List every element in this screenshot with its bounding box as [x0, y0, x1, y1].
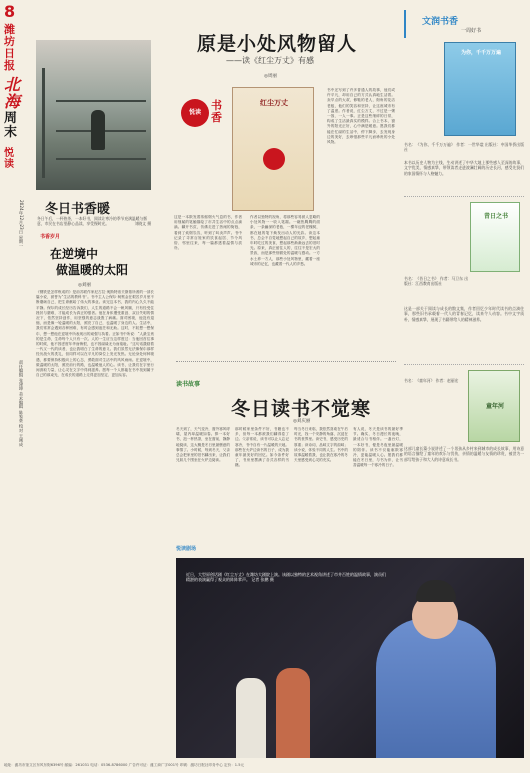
essay1-body: 《钢铁是怎样炼成的》是前苏联作家尼古拉·奥斯特洛夫斯基所著的一部长篇小说，被誉为“生活的教科书”。书中主人公保尔·柯察金在艰苦岁月里不断磨砺自己，把生命献给了伟大的事业。读完这本书，我的内心久久不能平静。保尔的成长经历告诉我们，人生的道路不会一帆风顺，只有经受住挫折与磨难，才能成长为真正的强者。他在身体遭受重创、双目失明的情况下，依然坚持创作，用坚强的意志战胜了病痛。面对困境，他没有退缩，而是像一轮温暖的太阳，照亮了自己，也温暖了身边的人。生活中，我们常常会遇到各种困难，有时会感到迷茫和无助。这时，不妨想一想保尔，想一想他在逆境中所表现出的顽强与执着。正如书中所说：“人最宝贵的是生命，生命每个人只有一次。人的一生应当这样度过：当他回首往事的时候，他不因虚度年华而悔恨，也不因碌碌无为而羞耻。”这句话激励着一代又一代的读者，也让我明白了生命的意义。我们虽然无法像保尔那样经历战火的洗礼，但同样可以在平凡的岗位上发光发热。无论身处何种境遇，都要保持积极向上的心态，勇敢面对生活中的风风雨雨。在逆境中，做温暖的太阳，照亮前行的路，也温暖他人的心。读书，让我们在字里行间汲取力量，让心灵在文字中得到滋养。愿每一个人都能在书中找到属于自己的那束光，在成长的道路上走得更加坚定、更加从容。	[36, 290, 154, 378]
cover-stamp-icon	[263, 148, 285, 170]
reading-col-1: 冬天到了，天气变冷，窗外寒风呼啸，屋内却温暖如春。捧一本好书，泡一杯热茶，坐在窗前，静静地阅读，这大概是冬日里最惬意的事情了。小时候，每到冬天，父亲总会把家里的旧书翻出来，让我们兄妹几个围坐在火炉边阅读。	[176, 427, 230, 463]
book3-title: 童年河	[485, 403, 504, 410]
book1-caption: 书名：《为你，千千万万遍》 作者：一世华裳 出版社：中国华侨出版社	[404, 142, 524, 153]
winter-caption: 冬日午后，一杯热茶，一本好书，阅读让寒冷的季节充满温暖与惬意，市民在书店里静心品读，享受慢时光。 刘晓文 摄	[37, 216, 151, 227]
book-cover-3	[468, 370, 520, 442]
reading-title: 冬日读书不觉寒	[231, 398, 372, 420]
actor-figure	[276, 668, 310, 758]
book2-caption: 书名：《昔日之书》 作者：马卫东 出版社：江西教育出版社	[404, 276, 468, 287]
page-number: 8	[4, 2, 16, 21]
footer: 地址：潍坊市奎文区东风东街6396号 邮编：261031 电话：0536-8786000 广告许可证：潍工商广字001号 印刷：潍坊日报社印务中心 定价：1.5元	[4, 763, 245, 767]
reading-author: ◎刘庆丽	[293, 419, 311, 424]
recommend-title: 文润书香	[422, 17, 459, 27]
book-badge: 书香	[211, 99, 222, 124]
essay1-author: ◎刘丽	[78, 283, 91, 288]
book1-desc: 本书以历史人物为主线，生动讲述了中华大地上那些感人至深的故事，文字优美，情感真挚，带领读者走进波澜壮阔的历史长河，感受先贤们的家国情怀与人格魅力。	[404, 160, 524, 176]
book-cover-1	[444, 42, 516, 136]
brand-logo: 北海	[4, 75, 21, 111]
reading-col-3: 每当冬日来临，我依然喜欢在午后时光，找一个安静的角落，沉浸在书的世界里。读史书，感受历史的厚重；读诗词，品味文字的韵味；读小说，体验不同的人生。书中的故事温暖着我，也让我在寒冷的冬天里感受到心灵的充实。	[294, 427, 348, 463]
divider	[176, 361, 396, 362]
rec-divider	[404, 196, 524, 197]
issue-date: 2024年12月23日 星期一	[19, 200, 24, 248]
reading-col-4: 有人说，冬天是读书的最好季节。确实，冬日漫长的夜晚，最适合与书相伴。一盏台灯，一本好书，便是冬夜里最温暖的陪伴。读书不仅能驱散寒冷，更能温暖人心。愿我们都能在冬日里，与书为伴，让书香温暖每一个寒冷的日子。	[353, 427, 403, 468]
main-subtitle: ——读《红尘万丈》有感	[226, 56, 314, 65]
read-circle-badge: 悦读	[181, 99, 209, 127]
rec-divider	[404, 364, 524, 365]
main-col-b: 作者以独特的视角，将那些容易被人忽略的小处风物一一收入笔端。一碗热腾腾的面条，一条幽深的老巷，一棵年迈的老槐树，都在她的笔下焕发出动人的光彩。读这本书，总会不自觉地想起自己的故乡，想起童年时吃过的美食，想起那些渐渐远去的旧时光。原来，真正留住人的，往往不是宏大的景致，而是那些细微处的温暖与感动。一方水土养一方人，那些小处风物里，藏着一座城市的记忆，也藏着一代人的乡愁。	[250, 215, 320, 266]
reading-col-2: 那时候家里条件不好，书籍也不多，但每一本都被我们翻得卷了边。父亲常说，读书可以让人忘记寒冷，书中自有一片温暖的天地。那些在火炉边读书的日子，成为我童年最美好的回忆。如今条件好了，书房里摆满了各式各样的书籍。	[235, 427, 289, 468]
actor-figure	[236, 678, 266, 758]
book2-desc: 这是一部关于阅读与成长的散文集，作者回忆少年时代读书的点滴往事，那些旧书承载着一代人的青春记忆，读来令人动容。书中文字质朴，情感真挚，展现了书籍带给人的精神滋养。	[404, 306, 524, 322]
actor-hat	[416, 580, 456, 602]
main-col-c: 书中还写到了许多普通人的故事，他们或许平凡，却用自己的方式认真地生活着。卖早点的大叔，修鞋的老人，街角的花店老板，他们的笑容和坚持，让这座城市有了温度。作者说，红尘万丈，不过是一粥一饭、一人一事。正是这些细碎的日常，构成了生活最真实的模样。合上书本，窗外的阳光正好，心中满是暖意。愿我们都能在忙碌的生活中，停下脚步，去发现身边的美好，去珍惜那些平凡而珍贵的小处风物。	[327, 88, 395, 145]
reading-tag: 读书故事	[176, 381, 201, 388]
book1-title: 为你，千千万万遍	[460, 50, 501, 56]
stage-photo	[176, 558, 524, 758]
paper-name: 潍坊日报	[4, 23, 15, 72]
photo-tag: 悦读剧场	[176, 546, 197, 552]
brand-second: 周末	[4, 111, 18, 140]
main-author: ◎周丽	[264, 74, 277, 79]
bookstore-photo	[36, 40, 151, 190]
photo-caption: 近日，大型原创话剧《红尘万丈》在潍坊大剧院上演。该剧以独特的艺术视角讲述了市井百姓的温情故事，演员们精湛的表演赢得了观众的阵阵掌声。 记者 张鹏 摄	[186, 572, 386, 583]
essay1-title: 在逆境中	[50, 247, 99, 261]
masthead	[4, 4, 30, 764]
essay1-subtitle: 做温暖的太阳	[56, 263, 129, 277]
winter-title: 冬日书香暖	[45, 202, 111, 217]
actor-figure-main	[376, 618, 496, 758]
section-name: 悦读	[4, 148, 14, 170]
main-col-a: 这是一本散发着浓郁烟火气息的书，作者用细腻的笔触描绘了市井生活中的点点滴滴。翻开书页，仿佛走进了热闹的街巷，看到了炊烟袅袅，听到了叫卖声声。书中记录了寻常百姓家的饮食起居、节令风俗、邻里往来，每一篇都透着温情与质朴。	[174, 215, 242, 251]
essay1-tag: 书香岁月	[40, 234, 61, 240]
book-cover-2	[470, 202, 520, 272]
book-cover-title: 红尘万丈	[260, 98, 288, 107]
recommend-subtitle: 一周好书	[461, 28, 482, 34]
book-cover-hongchen	[232, 87, 314, 211]
editor-info: 责任编辑 张建坤 美术编辑 陈家豪 校对 王刚成	[19, 360, 24, 447]
main-title: 原是小处风物留人	[197, 33, 358, 55]
book2-title: 昔日之书	[483, 213, 508, 220]
recommend-header	[404, 10, 524, 38]
book3-caption: 书名：《童年河》 作者：赵丽宏	[404, 378, 459, 383]
book3-desc: 这部儿童长篇小说讲述了一个男孩从乡村来到城市的成长故事，用诗意的语言描绘了童年的欢乐与忧伤，亲情的温暖与友情的珍贵，被誉为一部写给孩子和大人的诗意成长书。	[404, 446, 524, 462]
